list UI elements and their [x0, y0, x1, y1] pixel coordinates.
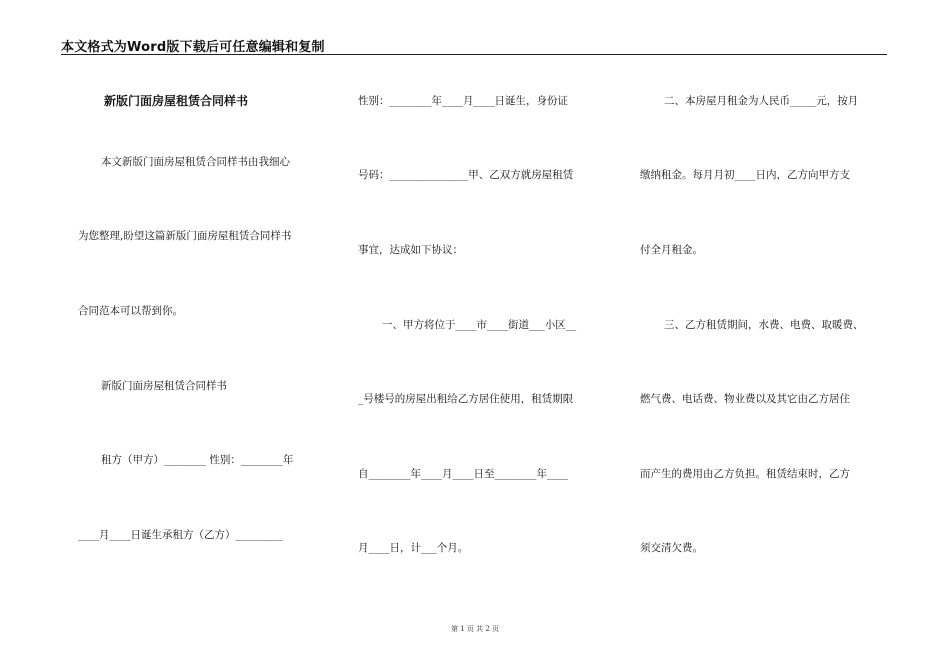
paragraph-line: 新版门面房屋租赁合同样书 — [101, 380, 227, 392]
paragraph-line: ____月____日诞生承租方（乙方）_________ — [78, 529, 283, 541]
paragraph-line: 事宜，达成如下协议： — [358, 244, 463, 256]
page-header — [61, 34, 887, 55]
paragraph-line: 一、甲方将位于____市____街道___小区__ — [382, 319, 577, 331]
paragraph-line: 性别：________年____月____日诞生，身份证 — [358, 95, 568, 107]
paragraph-line: 缴纳租金。每月月初____日内，乙方向甲方支 — [640, 169, 850, 181]
page-number: 第 1 页 共 2 页 — [450, 625, 500, 633]
paragraph-line: 而产生的费用由乙方负担。租赁结束时，乙方 — [640, 468, 850, 480]
paragraph-line: 租方（甲方）________ 性别：________年 — [101, 454, 294, 466]
paragraph-line: _号楼号的房屋出租给乙方居住使用，租赁期限 — [358, 393, 574, 405]
paragraph-line: 号码：_______________甲、乙双方就房屋租赁 — [358, 169, 574, 181]
paragraph-line: 本文新版门面房屋租赁合同样书由我细心 — [101, 156, 290, 168]
paragraph-line: 自________年____月____日至________年____ — [358, 468, 568, 480]
paragraph-line: 合同范本可以帮到你。 — [78, 305, 183, 317]
paragraph-line: 须交清欠费。 — [640, 542, 703, 554]
paragraph-line: 为您整理,盼望这篇新版门面房屋租赁合同样书 — [78, 230, 292, 242]
paragraph-line: 三、乙方租赁期间，水费、电费、取暖费、 — [664, 319, 864, 331]
header-text: 本文格式为Word版下载后可任意编辑和复制 — [61, 40, 325, 55]
paragraph-line: 燃气费、电话费、物业费以及其它由乙方居住 — [640, 393, 850, 405]
document-title: 新版门面房屋租赁合同样书 — [104, 94, 249, 108]
paragraph-line: 二、本房屋月租金为人民币_____元，按月 — [664, 95, 859, 107]
paragraph-line: 付全月租金。 — [640, 244, 703, 256]
paragraph-line: 月____日，计___个月。 — [358, 542, 469, 554]
